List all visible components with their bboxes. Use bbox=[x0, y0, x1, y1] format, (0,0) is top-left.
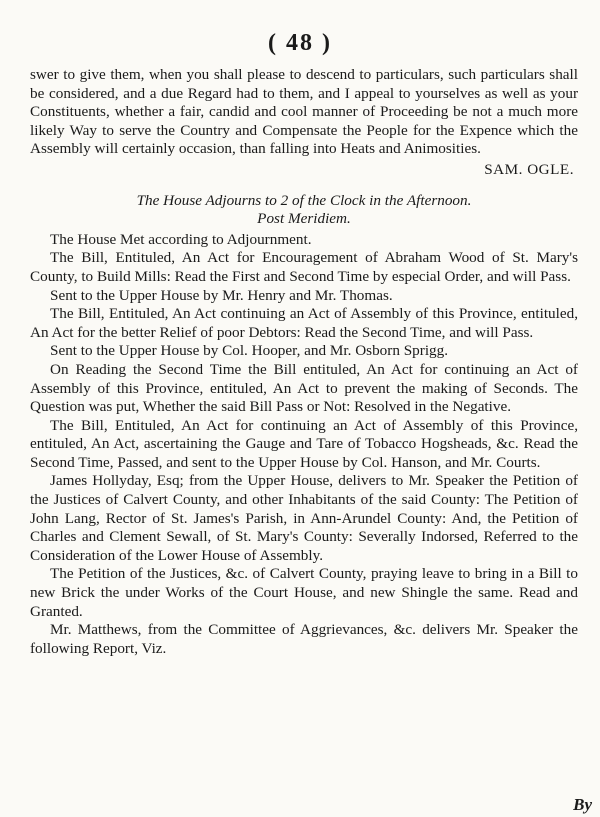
page-number: ( 48 ) bbox=[268, 30, 332, 56]
paragraph-bill-mills: The Bill, Entituled, An Act for Encouragement of Abraham Wood of St. Mary's County, to Build Mills: Read the First and Second Time by especial Order, and will Pass. bbox=[30, 249, 578, 285]
paragraph-report: Mr. Matthews, from the Committee of Aggrievances, &c. delivers Mr. Speaker the following Report, Viz. bbox=[30, 621, 578, 657]
paragraph-seconds-bill: On Reading the Second Time the Bill entituled, An Act for continuing an Act of Assembly of this Province, entituled, An Act to prevent the making of Seconds. The Question was put, Whether the said Bill Pass or Not: Resolved in the Negative. bbox=[30, 360, 578, 416]
paragraph-house-met: The House Met according to Adjournment. bbox=[50, 230, 312, 248]
paragraph-letter-end: swer to give them, when you shall please to descend to particulars, such particulars shall be considered, and a due Regard had to them, and I appeal to yourselves as well as your Constituents, whether a fair, candid and cool manner of Proceeding be not a much more likely Way to serve the Country and Compensate the People for the Expence which the Assembly will certainly occasion, than falling into Heats and Animosities. bbox=[30, 66, 578, 158]
paragraph-petitions: James Hollyday, Esq; from the Upper House, delivers to Mr. Speaker the Petition of the Justices of Calvert County, and other Inhabitants of the said County: The Petition of John Lang, Rector of St. James's Parish, in Ann-Arundel County: And, the Petition of Charles and Clement Sewall, of St. Mary's County: Severally Indorsed, Referred to the Consideration of the Lower House of Assembly. bbox=[30, 472, 578, 564]
catchword: By bbox=[573, 795, 592, 814]
paragraph-tobacco-bill: The Bill, Entituled, An Act for continuing an Act of Assembly of this Province, entituled, An Act, ascertaining the Gauge and Tare of Tobacco Hogsheads, &c. Read the Second Time, Passed, and sent to the Upper House by Col. Hanson, and Mr. Courts. bbox=[30, 416, 578, 471]
signature: SAM. OGLE. bbox=[484, 160, 574, 178]
paragraph-sent-hooper: Sent to the Upper House by Col. Hooper, and Mr. Osborn Sprigg. bbox=[50, 342, 449, 360]
paragraph-sent-upper-house: Sent to the Upper House by Mr. Henry and Mr. Thomas. bbox=[50, 286, 393, 304]
page-body bbox=[30, 66, 578, 658]
session-heading: Post Meridiem. bbox=[257, 210, 351, 228]
paragraph-bill-debtors: The Bill, Entituled, An Act continuing an Act of Assembly of this Province, entituled, An Act for the better Relief of poor Debtors: Read the Second Time, and will Pass. bbox=[30, 305, 578, 341]
paragraph-court-house: The Petition of the Justices, &c. of Calvert County, praying leave to bring in a Bill to new Brick the under Works of the Court House, and new Shingle the same. Read and Granted. bbox=[30, 565, 578, 620]
adjournment-heading: The House Adjourns to 2 of the Clock in the Afternoon. bbox=[136, 191, 472, 209]
